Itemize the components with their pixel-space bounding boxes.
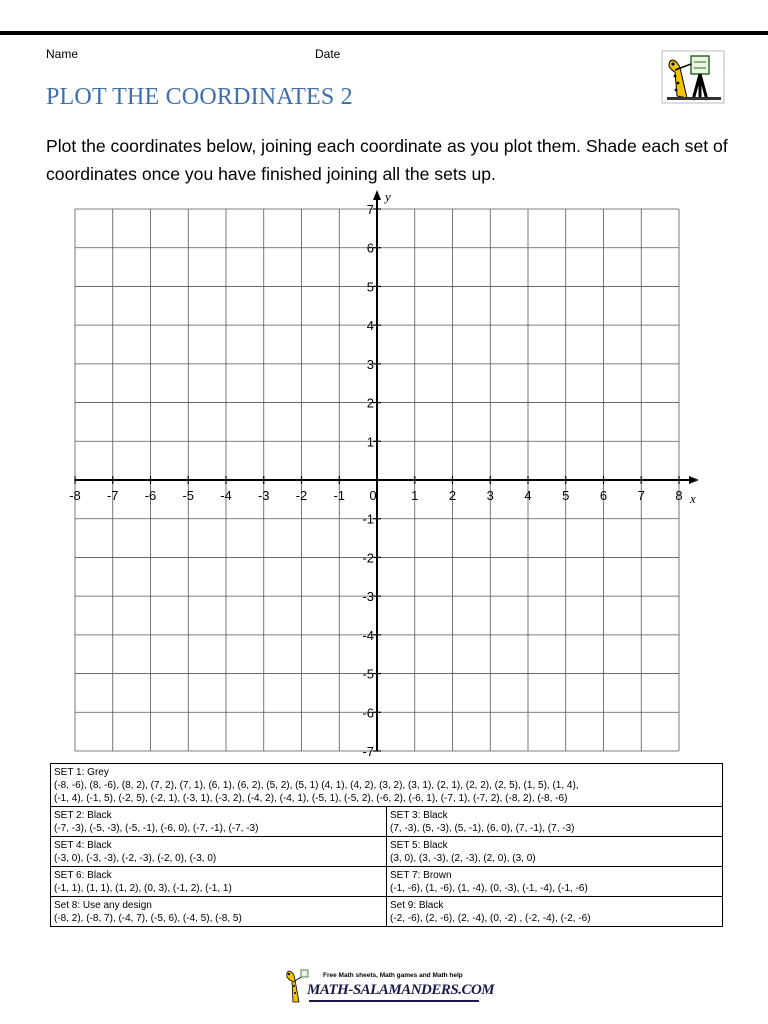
set-8-coords: (-8, 2), (-8, 7), (-4, 7), (-5, 6), (-4, 5), (-8, 5) [54,913,242,924]
set-6-coords: (-1, 1), (1, 1), (1, 2), (0, 3), (-1, 2), (-1, 1) [54,883,232,894]
page-title: PLOT THE COORDINATES 2 [46,84,353,110]
coordinate-sets-table [50,763,723,927]
x-tick-label: 8 [675,488,683,503]
set-5-cell [387,837,723,867]
y-axis-arrow [373,190,381,200]
x-tick-label: 2 [448,488,457,503]
y-tick-label: -2 [362,550,374,566]
set-9-cell [387,897,723,927]
set-5-coords: (3, 0), (3, -3), (2, -3), (2, 0), (3, 0) [390,853,536,864]
y-tick-label: -4 [362,627,374,643]
footer-branding [285,968,495,1004]
y-tick-label: -1 [362,511,374,527]
x-tick-label: 4 [524,488,532,503]
instructions-text: Plot the coordinates below, joining each coordinate as you plot them. Shade each set of coordinates once you have finished joining all the sets up. [46,136,728,184]
set-3-coords: (7, -3), (5, -3), (5, -1), (6, 0), (7, -1), (7, -3) [390,823,575,834]
set-3-title: SET 3: Black [390,810,448,821]
y-tick-label: -7 [362,744,374,759]
y-tick-label: 5 [366,279,374,295]
x-axis-arrow [689,476,699,484]
set-1-coords-line2: (-1, 4), (-1, 5), (-2, 5), (-2, 1), (-3, 1), (-3, 2), (-4, 2), (-4, 1), (-5, 1), (-5, 2), (-6, 2), (-6, 1), (-7, 1), (-7, 2), (-8, 2), (-8, -6) [54,793,568,804]
set-row [51,807,723,837]
x-tick-label: 6 [599,488,608,503]
y-tick-label: 6 [366,240,374,256]
x-tick-label: -6 [144,488,157,503]
x-tick-label: -1 [333,488,346,503]
x-tick-label: -4 [220,488,232,503]
set-2-title: SET 2: Black [54,810,112,821]
name-label: Name [46,47,79,61]
set-7-title: SET 7: Brown [390,870,452,881]
set-9-coords: (-2, -6), (2, -6), (2, -4), (0, -2) , (-2, -4), (-2, -6) [390,913,591,924]
set-4-cell [51,837,387,867]
set-4-title: SET 4: Black [54,840,112,851]
x-tick-label: -8 [69,488,81,503]
set-8-cell [51,897,387,927]
set-2-coords: (-7, -3), (-5, -3), (-5, -1), (-6, 0), (-7, -1), (-7, -3) [54,823,259,834]
set-1-title: SET 1: Grey [54,767,109,778]
set-7-cell [387,867,723,897]
set-7-coords: (-1, -6), (1, -6), (1, -4), (0, -3), (-1, -4), (-1, -6) [390,883,588,894]
footer-tagline: Free Math sheets, Math games and Math help [323,972,463,979]
y-axis-label: y [385,189,391,204]
set-row [51,764,723,807]
date-label: Date [315,47,341,61]
set-4-coords: (-3, 0), (-3, -3), (-2, -3), (-2, 0), (-3, 0) [54,853,217,864]
x-tick-labels [69,488,682,503]
set-6-cell [51,867,387,897]
salamander-icon [285,968,309,1004]
set-8-title: Set 8: Use any design [54,900,152,911]
y-tick-label: 1 [366,434,374,450]
set-6-title: SET 6: Black [54,870,112,881]
set-row [51,867,723,897]
x-tick-label: 1 [411,488,419,503]
axes [75,190,699,751]
x-tick-label: 7 [637,488,645,503]
set-3-cell [387,807,723,837]
set-row [51,897,723,927]
y-tick-label: -3 [362,589,374,605]
x-tick-label: -5 [182,488,195,503]
set-1-cell [51,764,723,807]
y-tick-label: -6 [362,705,374,721]
x-tick-label: 3 [486,488,494,503]
set-9-title: Set 9: Black [390,900,444,911]
footer-underline [309,1000,479,1002]
y-tick-label: 7 [366,202,374,217]
set-row [51,837,723,867]
x-tick-label: -3 [257,488,270,503]
x-tick-label: -2 [295,488,308,503]
x-tick-label: -7 [106,488,119,503]
y-tick-label: 2 [366,395,374,411]
set-5-title: SET 5: Black [390,840,448,851]
set-1-coords-line1: (-8, -6), (8, -6), (8, 2), (7, 2), (7, 1), (6, 1), (6, 2), (5, 2), (5, 1) (4, 1), (4, 2), (3, 2), (3, 1), (2, 1), (2, 2), (2, 5), (1, 5), (1, 4), [54,780,579,791]
set-2-cell [51,807,387,837]
y-tick-label: -5 [362,666,374,682]
x-tick-label: 5 [562,488,570,503]
x-axis-label: x [690,491,696,506]
y-tick-label: 4 [366,318,374,334]
x-tick-label: 0 [369,488,377,503]
footer-brand: MATH-SALAMANDERS.COM [307,982,495,998]
y-tick-label: 3 [366,356,374,372]
